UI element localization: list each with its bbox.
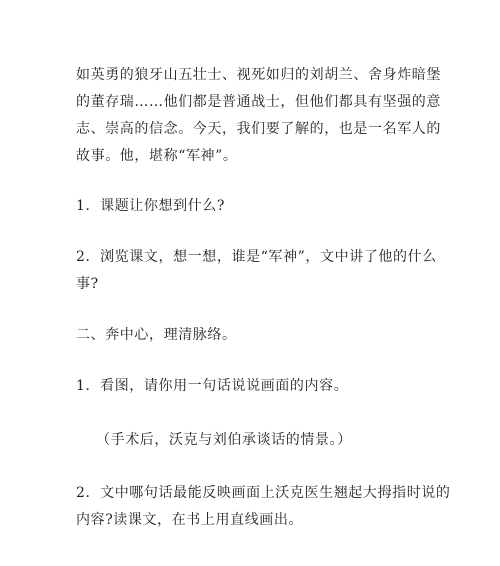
question-2-line-1: 2．浏览课文，想一想，谁是“军神”，文中讲了他的什么	[76, 249, 437, 265]
section-2-question-1-answer: （手术后，沃克与刘伯承谈话的情景。）	[96, 432, 352, 448]
section-2-question-2-line-1: 2．文中哪句话最能反映画面上沃克医生翘起大拇指时说的	[76, 485, 451, 501]
intro-line-3: 志、崇高的信念。今天，我们要了解的，也是一名军人的	[76, 121, 441, 137]
intro-line-2: 的董存瑞……他们都是普通战士，但他们都具有坚强的意	[76, 94, 441, 110]
section-2-question-1: 1．看图，请你用一句话说说画面的内容。	[76, 378, 349, 394]
cut-off-next-line	[76, 557, 436, 566]
section-2-question-2-line-2: 内容?读课文，在书上用直线画出。	[76, 512, 304, 528]
intro-line-1: 如英勇的狼牙山五壮士、视死如归的刘胡兰、舍身炸暗堡	[76, 67, 441, 83]
section-2-heading: 二、奔中心，理清脉络。	[76, 327, 237, 343]
question-1: 1．课题让你想到什么?	[76, 198, 226, 214]
question-2-line-2: 事?	[76, 276, 99, 292]
intro-line-4: 故事。他，堪称“军神”。	[76, 148, 238, 164]
